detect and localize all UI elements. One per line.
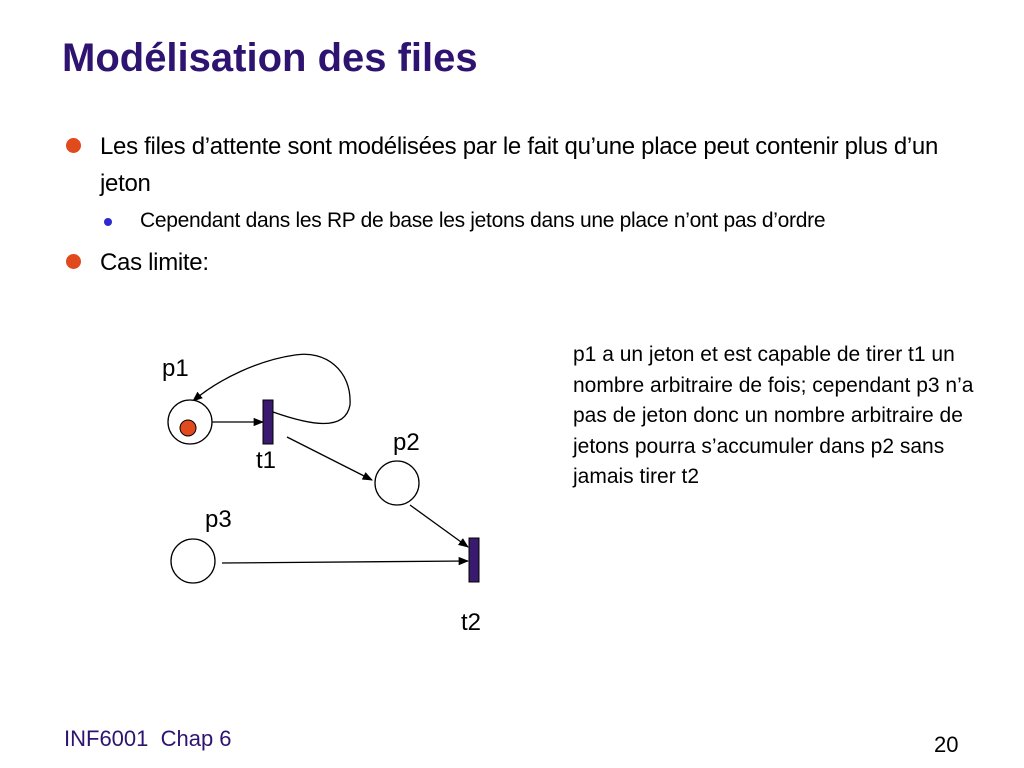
label-p3: p3 — [205, 506, 232, 533]
label-t1: t1 — [256, 447, 277, 474]
label-t2: t2 — [461, 609, 482, 636]
page-number: 20 — [934, 732, 959, 757]
arc-p3-t2 — [222, 561, 468, 563]
label-p1: p1 — [162, 355, 189, 382]
transition-t1 — [263, 400, 273, 444]
label-p2: p2 — [393, 429, 420, 456]
token-icon — [180, 420, 196, 436]
place-p3 — [171, 539, 215, 583]
bullet-text: Les files d’attente sont modélisées par le fait qu’une place peut contenir plus d’un jeton — [100, 133, 939, 197]
arc-p2-t2 — [410, 505, 468, 547]
place-p2 — [375, 461, 419, 505]
footer-course: INF6001 Chap 6 — [64, 726, 232, 751]
arc-t1-p2 — [287, 437, 372, 480]
transition-t2 — [469, 538, 479, 582]
sub-bullet-text: Cependant dans les RP de base les jetons dans une place n’ont pas d’ordre — [140, 209, 826, 232]
explanation-text: p1 a un jeton et est capable de tirer t1 un nombre arbitraire de fois; cependant p3 n’a pas de jeton donc un nombre arbitraire de jetons pourra s’accumuler dans p2 sans jamais tirer t2 — [573, 343, 974, 488]
slide-title: Modélisation des files — [62, 36, 478, 80]
bullet-text: Cas limite: — [100, 249, 209, 276]
